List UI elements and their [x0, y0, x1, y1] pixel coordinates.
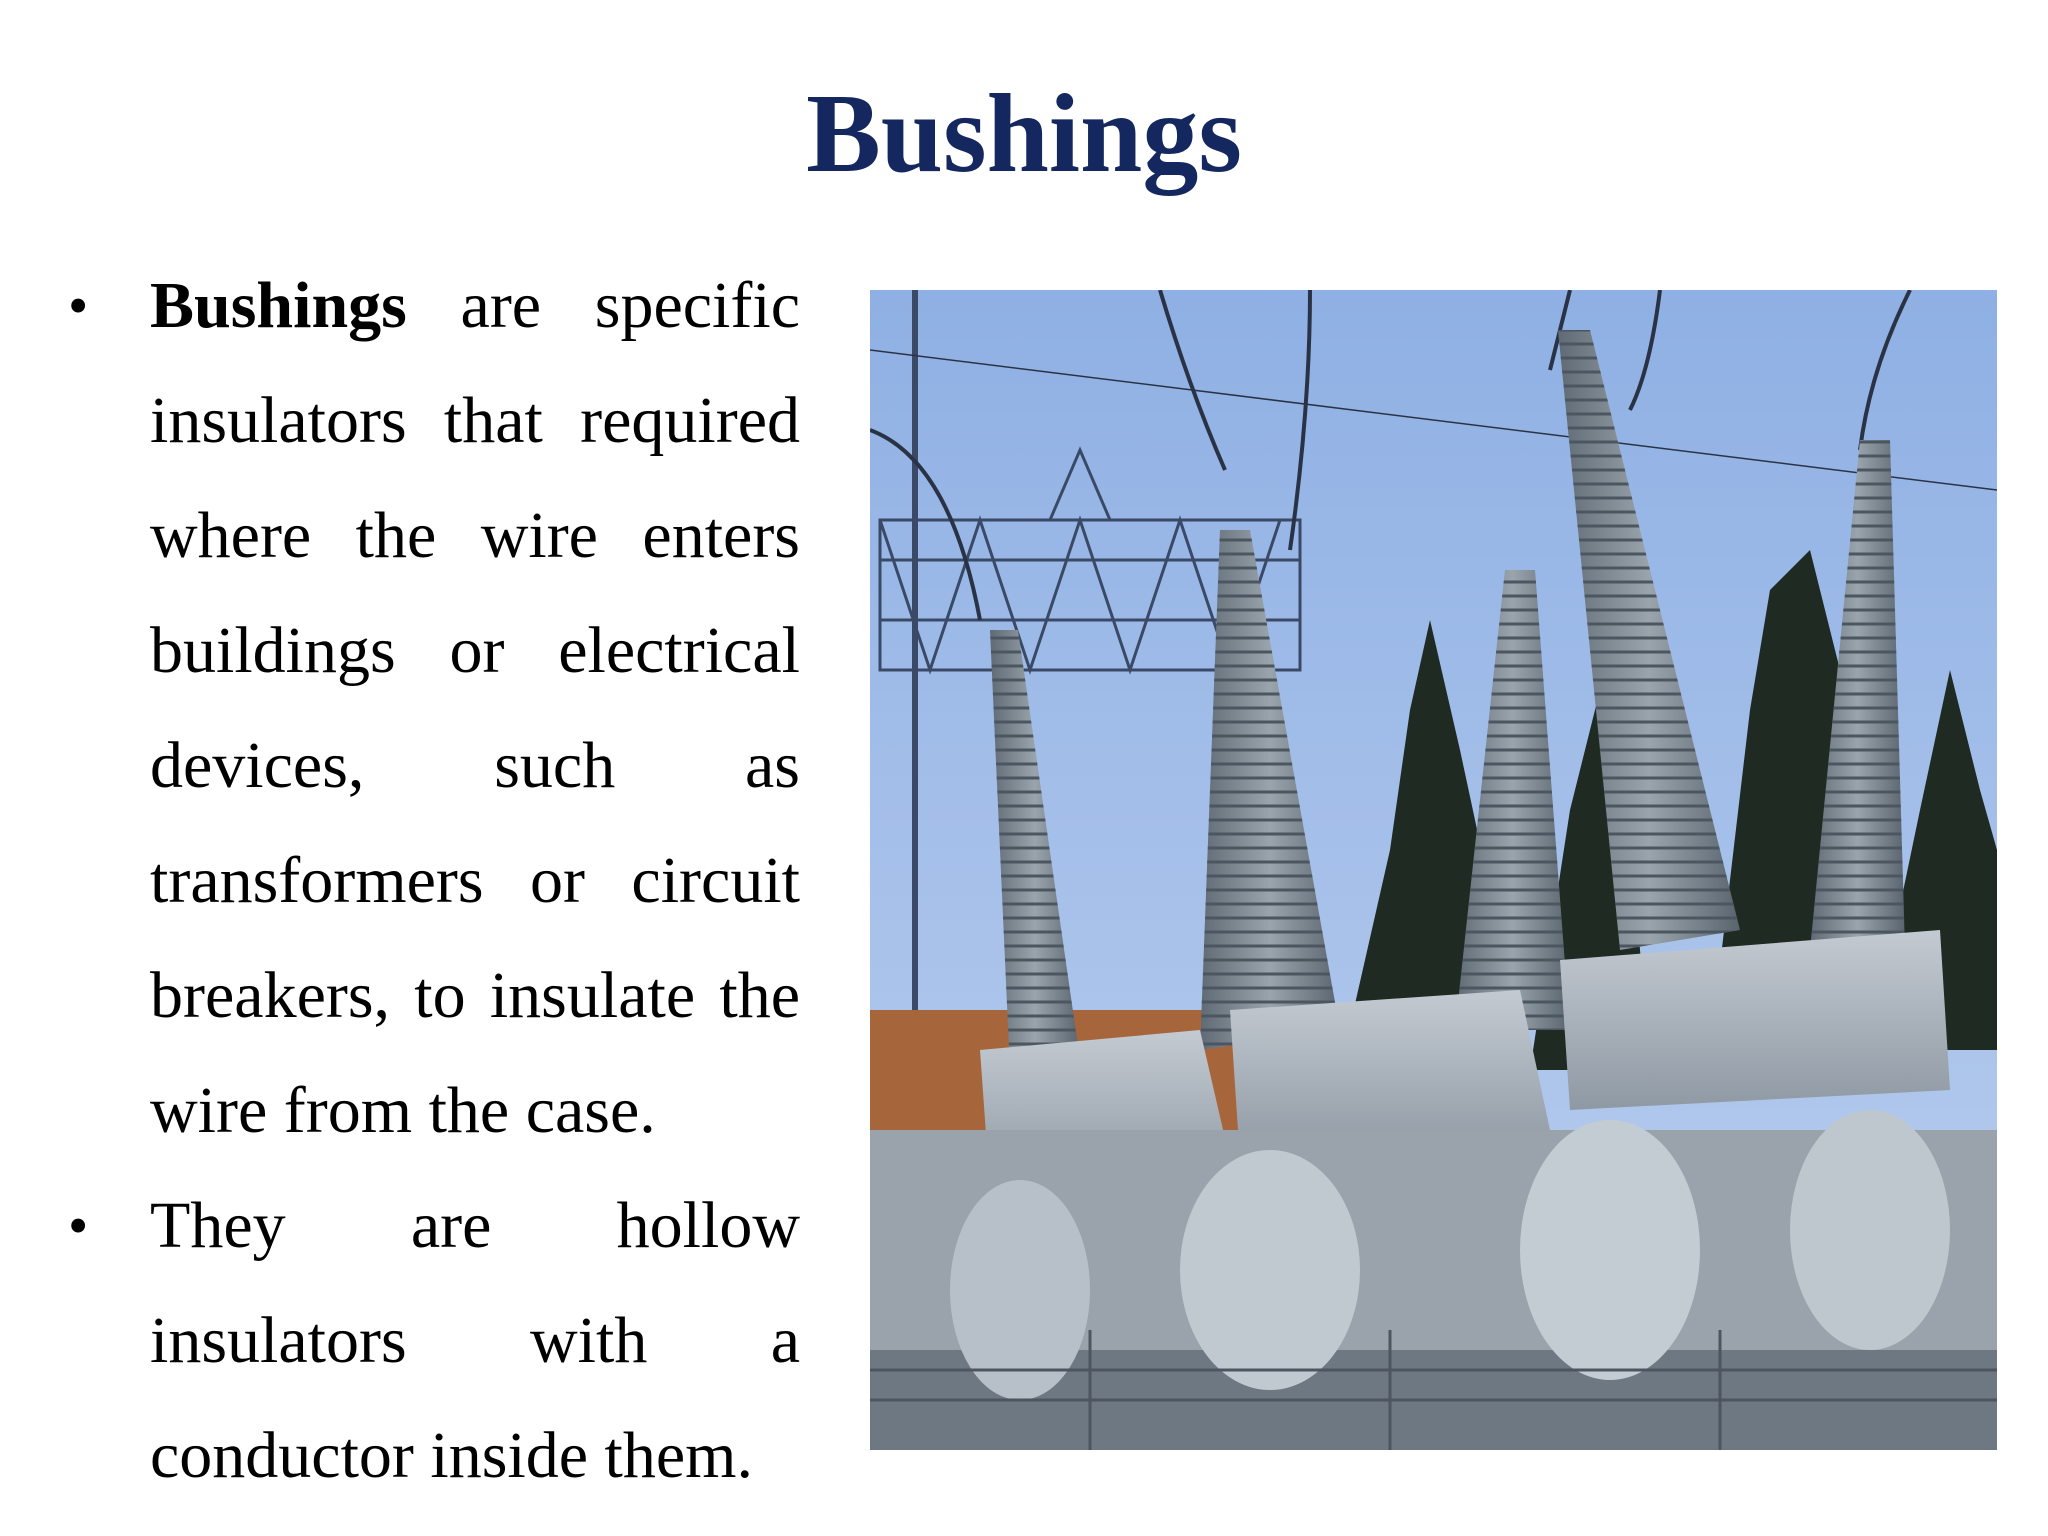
bullet-text: [150, 269, 800, 1147]
photo-illustration: [870, 290, 1997, 1450]
transformer-bushings-photo: [870, 290, 1997, 1450]
bullet-body: They are hollow insulators with a conductor inside them.: [150, 1189, 800, 1492]
bullet-item: [60, 248, 800, 1168]
bullet-icon: •: [68, 273, 89, 338]
bullet-list: [60, 248, 800, 1513]
bullet-text: [150, 1189, 800, 1492]
slide-title: Bushings: [806, 72, 1242, 196]
bullet-bold-term: Bushings: [150, 269, 407, 342]
bullet-item: [60, 1168, 800, 1513]
bullet-body: are specific insulators that required where the wire enters buildings or electrical devices, such as transformers or circuit breakers, to insulate the wire from the case.: [150, 269, 800, 1147]
bullet-icon: •: [68, 1193, 89, 1258]
